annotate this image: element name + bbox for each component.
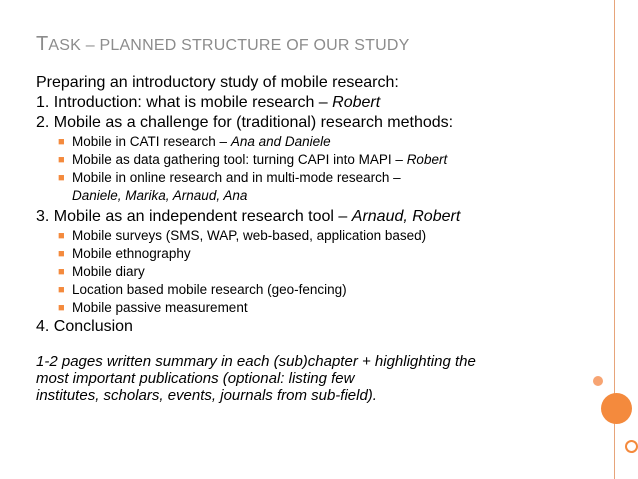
orange-square-bullet-icon: ■ [58, 172, 65, 184]
item-text: Location based mobile research (geo-fencing) [72, 282, 347, 297]
item-text: Mobile passive measurement [72, 300, 248, 315]
summary-line: institutes, scholars, events, journals from sub-field). [36, 387, 377, 404]
item-authors: Daniele, Marika, Arnaud, Ana [72, 188, 248, 203]
slide-title [36, 33, 410, 56]
section-4-text: 4. Conclusion [36, 318, 133, 335]
orange-square-bullet-icon: ■ [58, 154, 65, 166]
section-3-item [58, 281, 606, 299]
slide-body [36, 73, 606, 404]
section-1-authors: Robert [332, 94, 381, 111]
section-2-item [58, 151, 606, 169]
item-authors: Robert [406, 152, 448, 167]
section-3-item [58, 263, 606, 281]
ring-circle-decoration [625, 440, 638, 453]
section-3-authors: Arnaud, Robert [351, 208, 461, 225]
item-text: Mobile in CATI research – [72, 134, 231, 149]
section-2 [36, 113, 606, 133]
orange-square-bullet-icon: ■ [58, 302, 65, 314]
item-text: Mobile surveys (SMS, WAP, web-based, application based) [72, 228, 427, 243]
title-subtitle: PLANNED STRUCTURE OF OUR STUDY [99, 37, 410, 54]
summary-line: 1-2 pages written summary in each (sub)chapter + highlighting the [36, 353, 476, 370]
item-text: Mobile ethnography [72, 246, 191, 261]
orange-square-bullet-icon: ■ [58, 284, 65, 296]
orange-square-bullet-icon: ■ [58, 230, 65, 242]
section-2-item [58, 133, 606, 151]
section-2-text: 2. Mobile as a challenge for (traditional) research methods: [36, 114, 454, 131]
title-dash: – [85, 37, 95, 54]
item-text: Mobile as data gathering tool: turning CAPI into MAPI – [72, 152, 407, 167]
section-3-text: 3. Mobile as an independent research tool – [36, 208, 352, 225]
section-3 [36, 207, 606, 227]
section-2-item [58, 169, 606, 205]
section-4 [36, 317, 606, 337]
item-text: Mobile diary [72, 264, 145, 279]
section-3-item [58, 245, 606, 263]
item-authors: Ana and Daniele [230, 134, 331, 149]
title-rest: ASK [48, 37, 82, 54]
orange-square-bullet-icon: ■ [58, 136, 65, 148]
orange-square-bullet-icon: ■ [58, 248, 65, 260]
summary-line: most important publications (optional: listing few [36, 370, 355, 387]
item-text: Mobile in online research and in multi-mode research – [72, 170, 401, 185]
section-3-item [58, 227, 606, 245]
title-lead-letter: T [36, 33, 49, 55]
section-3-item [58, 299, 606, 317]
intro-line: Preparing an introductory study of mobile research: [36, 74, 399, 91]
section-1 [36, 93, 606, 113]
section-1-text: 1. Introduction: what is mobile research – [36, 94, 333, 111]
orange-square-bullet-icon: ■ [58, 266, 65, 278]
summary-note [36, 353, 606, 404]
